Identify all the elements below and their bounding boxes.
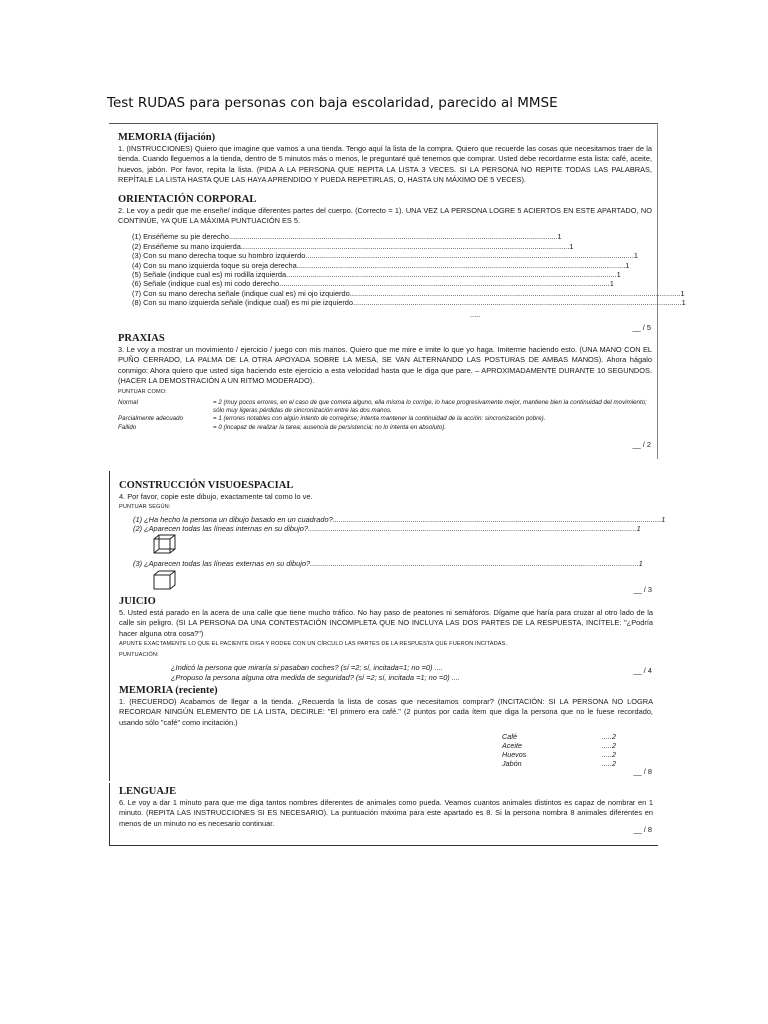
- paragraph-lenguaje: 6. Le voy a dar 1 minuto para que me diga tantos nombres diferentes de animales como pueda. Veamos cuantos animales distintos es capaz de nombrar en 1 minuto. (REPITA LAS INSTRUCCIONES SI ES NECESARIO). La puntuación máxima para este apartado es 8. Si la persona nombra 8 animales diferentes en menos de un minuto no es necesario continuar.: [119, 798, 653, 828]
- construccion-item: [133, 559, 643, 568]
- recall-word: Café: [502, 732, 518, 742]
- orientation-item: [132, 232, 562, 242]
- orientation-item: [132, 279, 614, 289]
- leader-dots: ................................................................................................................................................................: [351, 288, 681, 298]
- leader-dots: ................................................................................................................................................................: [281, 279, 610, 289]
- juicio-question-2: ¿Propuso la persona alguna otra medida de seguridad? (sí =2; sí, incitada =1; no =0) ....: [171, 673, 461, 683]
- item-points: 1: [680, 288, 685, 298]
- praxias-scoring-row: [118, 399, 652, 415]
- scoring-description: = 2 (muy pocos errores, en el caso de que cometa alguno, ella misma lo corrige, lo hace progresivamente mejor, mantiene bien la continuidad del movimiento; sólo muy ligeras pérdidas de sincronización entre las dos manos.: [213, 399, 647, 415]
- section-heading-orientacion: ORIENTACIÓN CORPORAL: [118, 193, 257, 205]
- orientation-dots: .....: [470, 309, 481, 319]
- recall-points: .....2: [602, 732, 616, 742]
- orientation-item: [132, 241, 574, 251]
- section-heading-juicio: JUICIO: [119, 596, 156, 607]
- puntuar-label-juicio: PUNTUACIÓN:: [119, 651, 159, 658]
- scoring-description: = 0 (incapaz de realizar la tarea; ausencia de persistencia; no lo intenta en absoluto).: [213, 423, 447, 431]
- leader-dots: ................................................................................................................................................................: [353, 298, 682, 308]
- leader-dots: ................................................................................................................................................................: [228, 232, 558, 242]
- puntuar-label-praxias: PUNTUAR COMO:: [118, 388, 167, 395]
- leader-dots: ................................................................................................................................................................: [240, 241, 570, 251]
- score-orientacion: __ / 5: [632, 323, 651, 332]
- construccion-item: [133, 514, 666, 524]
- item-points: 1: [636, 524, 641, 534]
- item-text: (3) Con su mano derecha toque su hombro izquierdo: [132, 251, 306, 261]
- recall-word: Jabón: [502, 759, 522, 769]
- item-text: (1) ¿Ha hecho la persona un dibujo basado en un cuadrado?: [133, 514, 333, 524]
- recall-points: .....2: [602, 759, 616, 769]
- section-heading-memoria-reciente: MEMORIA (reciente): [119, 685, 218, 696]
- item-points: 1: [625, 260, 630, 270]
- item-text: (2) Enséñeme su mano izquierda: [132, 241, 241, 251]
- item-text: (8) Con su mano izquierda señale (indique cual) es mi pie izquierdo: [132, 298, 354, 308]
- leader-dots: ................................................................................................................................................................: [288, 270, 617, 279]
- item-points: 1: [557, 232, 562, 242]
- leader-dots: ................................................................................................................................................................: [308, 524, 637, 534]
- recall-word-list: [502, 732, 653, 768]
- section-heading-construccion: CONSTRUCCIÓN VISUOESPACIAL: [119, 480, 294, 491]
- item-text: (1) Enséñeme su pie derecho: [132, 232, 229, 242]
- recall-word-row: [502, 750, 653, 759]
- juicio-question-1: ¿Indicó la persona que miraría si pasaban coches? (sí =2; sí, incitada=1; no =0) ....: [171, 663, 443, 673]
- item-text: (6) Señale (indique cual es) mi codo derecho.: [132, 279, 282, 289]
- praxias-scoring-table: [118, 399, 652, 432]
- scoring-description: = 1 (errores notables con algún intento de corregirse; intenta mantener la continuidad de la acción: sincronización pobre).: [213, 415, 546, 423]
- praxias-scoring-row: [118, 415, 652, 423]
- juicio-instruction: APUNTE EXACTAMENTE LO QUE EL PACIENTE DIGA Y RODEE CON UN CÍRCULO LAS PARTES DE LA RESPUESTA QUE FUERON INCITADAS.: [119, 641, 508, 648]
- document-title: Test RUDAS para personas con baja escolaridad, parecido al MMSE: [107, 95, 558, 111]
- item-text: (4) Con su mano izquierda toque su oreja derecha: [132, 260, 297, 270]
- item-points: 1: [569, 241, 574, 251]
- orientation-item-list: [132, 232, 686, 308]
- cube-outline-icon: [153, 570, 177, 590]
- scoring-category: Fallido: [118, 423, 137, 431]
- paragraph-juicio: 5. Usted está parado en la acera de una calle que tiene mucho tráfico. No hay paso de peatones ni semáforos. Dígame que haría para cruzar al otro lado de la calle sin peligro. (SI LA PERSONA DA UNA CONTESTACIÓN INCOMPLETA QUE NO INCLUYA LAS DOS PARTES DE LA RESPUESTA, INCÍTELE: "¿Podría hacer alguna otra cosa?"): [119, 608, 653, 638]
- score-praxias: __ / 2: [632, 440, 651, 449]
- item-points: 1: [661, 514, 666, 524]
- item-points: 1: [681, 298, 686, 308]
- scan-page-1: [109, 123, 686, 459]
- recall-word: Aceite: [502, 741, 522, 751]
- item-text: (7) Con su mano derecha señale (indique cual es) mi ojo izquierdo.: [132, 288, 352, 298]
- paragraph-memoria-reciente: 1. (RECUERDO) Acabamos de llegar a la tienda. ¿Recuerda la lista de cosas que necesitamos comprar? (INCITACIÓN: SI LA PERSONA NO LOGRA RECORDAR NINGÚN ELEMENTO DE LA LISTA, DECIRLE: "El primero era café." (2 puntos por cada ítem que diga la persona que no le fuese recordado, usando sólo "café" como incitación.): [119, 697, 653, 727]
- item-points: 1: [633, 251, 639, 261]
- leader-dots: ................................................................................................................................................................: [305, 251, 634, 261]
- paragraph-construccion: 4. Por favor, copie este dibujo, exactamente tal como lo ve.: [119, 492, 313, 501]
- score-juicio: __ / 4: [633, 666, 652, 675]
- item-points: 1: [609, 279, 614, 289]
- recall-word-row: [502, 741, 653, 750]
- cube-drawing-icon: [153, 534, 177, 554]
- section-heading-memoria-fijacion: MEMORIA (fijación): [118, 132, 216, 143]
- puntuar-label-construccion: PUNTUAR SEGÚN:: [119, 504, 171, 511]
- orientation-item: [132, 260, 630, 270]
- item-points: 1: [616, 270, 621, 279]
- section-heading-praxias: PRAXIAS: [118, 333, 165, 344]
- recall-word: Huevos: [502, 750, 527, 760]
- orientation-item: [132, 251, 639, 261]
- score-memoria-reciente: __ / 8: [633, 767, 652, 776]
- section-heading-lenguaje: LENGUAJE: [119, 786, 177, 797]
- score-lenguaje: __ / 8: [633, 825, 652, 834]
- paragraph-orientacion: 2. Le voy a pedir que me enseñe/ indique diferentes partes del cuerpo. (Correcto = 1). UNA VEZ LA PERSONA LOGRE 5 ACIERTOS EN ESTE APARTADO, NO CONTINÚE, YA QUE LA MÁXIMA PUNTUACIÓN ES 5.: [118, 205, 652, 226]
- scan-page-3: [109, 783, 658, 846]
- item-text: (3) ¿Aparecen todas las líneas externas en su dibujo?: [133, 559, 311, 568]
- recall-word-row: [502, 759, 653, 768]
- construccion-item: [133, 524, 641, 534]
- praxias-scoring-row: [118, 424, 652, 432]
- scoring-category: Normal: [118, 399, 138, 407]
- recall-word-row: [502, 732, 653, 741]
- orientation-item: [132, 298, 686, 308]
- paragraph-memoria-fijacion: 1. (INSTRUCCIONES) Quiero que imagine que vamos a una tienda. Tengo aquí la lista de la compra. Quiero que recuerde las cosas que necesitamos traer de la tienda. Cuando lleguemos a la tienda, dentro de 5 minutos más o menos, le preguntaré qué tenemos que comprar. Usted debe recordarme esta lista: café, aceite, huevos, jabón. Por favor, repita la lista. (PIDA A LA PERSONA QUE REPITA LA LISTA 3 VECES. SI LA PERSONA NO REPITE TODAS LAS PALABRAS, REPÍTALE LA LISTA HASTA QUE LAS HAYA APRENDIDO Y PUEDA REPETIRLAS, O, HASTA UN MÁXIMO DE 5 VECES).: [118, 144, 652, 185]
- orientation-item: [132, 288, 685, 298]
- score-construccion: __ / 3: [633, 585, 652, 594]
- recall-points: .....2: [602, 750, 616, 760]
- item-text: (5) Señale (indique cual es) mi rodilla izquierda.: [132, 270, 289, 279]
- leader-dots: ................................................................................................................................................................: [310, 559, 639, 568]
- leader-dots: ................................................................................................................................................................: [332, 514, 662, 524]
- orientation-item: [132, 270, 621, 279]
- paragraph-praxias: 3. Le voy a mostrar un movimiento / ejercicio / juego con mis manos. Quiero que me mire e imite lo que yo haga. Imiterme haciendo esto. (UNA MANO CON EL PUÑO CERRADO, LA PALMA DE LA OTRA APOYADA SOBRE LA MESA, SE VAN ALTERNANDO LAS POSTURAS DE AMBAS MANOS). Ahora hágalo conmigo: Ahora quiero que usted siga haciendo este ejercicio a esta velocidad hasta que le diga que pare. – APROXIMADAMENTE DURANTE 10 SEGUNDOS. (HACER LA DEMOSTRACIÓN A UN RITMO MODERADO).: [118, 345, 652, 386]
- leader-dots: ................................................................................................................................................................: [296, 260, 626, 270]
- item-text: (2) ¿Aparecen todas las líneas internas en su dibujo?: [133, 524, 309, 534]
- scoring-category: Parcialmente adecuado: [118, 415, 184, 423]
- recall-points: .....2: [602, 741, 616, 751]
- item-points: 1: [638, 559, 643, 568]
- scan-page-2: [109, 471, 666, 781]
